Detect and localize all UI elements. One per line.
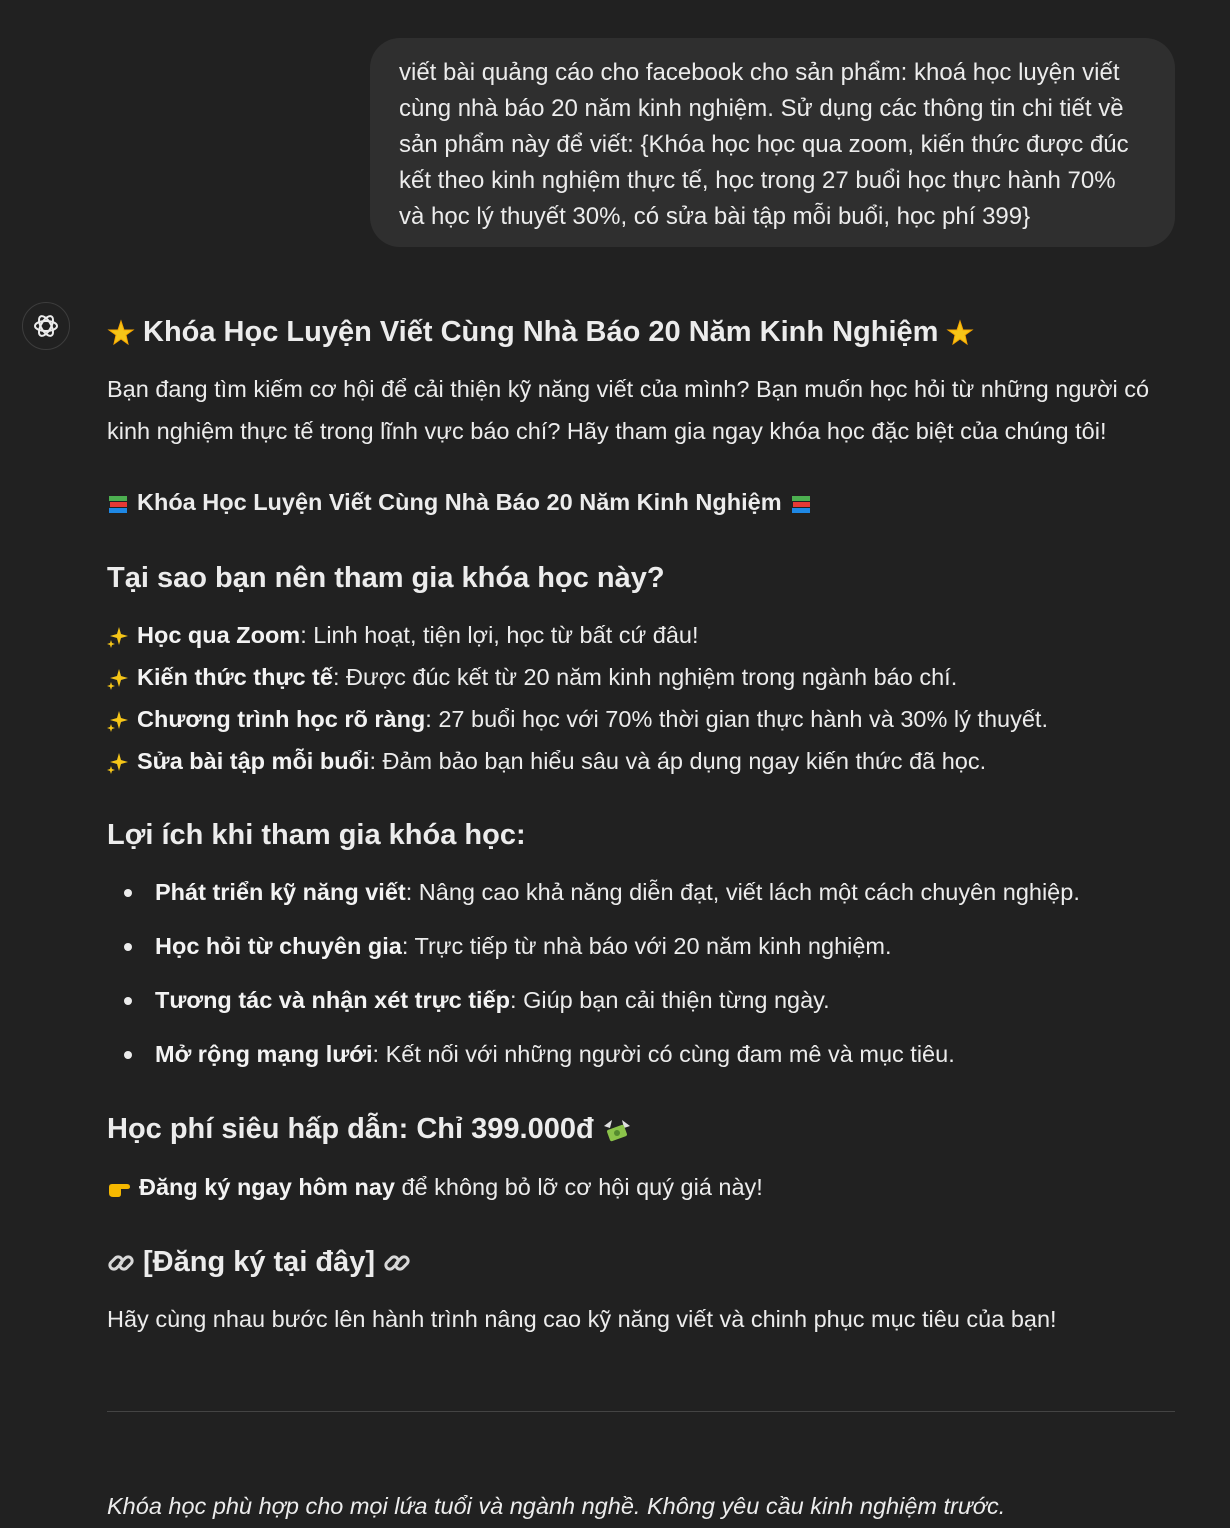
cta-row (107, 1171, 763, 1203)
why-item-text: : 27 buổi học với 70% thời gian thực hành và 30% lý thuyết. (425, 706, 1048, 732)
intro-paragraph: Bạn đang tìm kiếm cơ hội để cải thiện kỹ năng viết của mình? Bạn muốn học hỏi từ những người có kinh nghiệm thực tế trong lĩnh vực báo chí? Hãy tham gia ngay khóa học đặc biệt của chúng tôi! (107, 376, 1150, 444)
why-item-title: Kiến thức thực tế (137, 664, 333, 690)
benefit-item-title: Học hỏi từ chuyên gia (155, 933, 402, 959)
footnote: Khóa học phù hợp cho mọi lứa tuổi và ngành nghề. Không yêu cầu kinh nghiệm trước. (107, 1493, 1006, 1519)
benefit-item-text: : Nâng cao khả năng diễn đạt, viết lách một cách chuyên nghiệp. (405, 879, 1080, 905)
benefit-item-text: : Kết nối với những người có cùng đam mê và mục tiêu. (372, 1041, 955, 1067)
link-icon (383, 1249, 411, 1277)
list-bullet (124, 889, 132, 897)
why-item (107, 661, 957, 693)
why-item-text: : Linh hoạt, tiện lợi, học từ bất cứ đâu! (300, 622, 699, 648)
list-bullet (124, 1051, 132, 1059)
benefits-heading: Lợi ích khi tham gia khóa học: (107, 819, 526, 851)
why-item-title: Học qua Zoom (137, 622, 301, 648)
list-bullet (124, 943, 132, 951)
why-item-title: Chương trình học rõ ràng (137, 706, 426, 732)
benefit-item-title: Mở rộng mạng lưới (155, 1041, 373, 1067)
response-title: Khóa Học Luyện Viết Cùng Nhà Báo 20 Năm Kinh Nghiệm (143, 316, 939, 348)
why-item-title: Sửa bài tập mỗi buổi (137, 748, 370, 774)
benefit-item-text: : Trực tiếp từ nhà báo với 20 năm kinh nghiệm. (401, 933, 892, 959)
closing-paragraph: Hãy cùng nhau bước lên hành trình nâng cao kỹ năng viết và chinh phục mục tiêu của bạn! (107, 1306, 1057, 1332)
why-item-text: : Được đúc kết từ 20 năm kinh nghiệm trong ngành báo chí. (332, 664, 958, 690)
books-icon (790, 493, 812, 515)
why-item (107, 619, 699, 651)
benefit-item (155, 930, 892, 962)
sparkles-icon (107, 668, 129, 690)
user-message-bubble (370, 38, 1175, 247)
benefit-item (155, 984, 830, 1016)
subtitle-text: Khóa Học Luyện Viết Cùng Nhà Báo 20 Năm Kinh Nghiệm (137, 489, 782, 515)
price-heading: Học phí siêu hấp dẫn: Chỉ 399.000đ (107, 1113, 594, 1145)
glowing-star-icon (946, 319, 974, 347)
list-bullet (124, 997, 132, 1005)
benefit-item-text: : Giúp bạn cải thiện từng ngày. (510, 987, 830, 1013)
cta-text: để không bỏ lỡ cơ hội quý giá này! (394, 1174, 763, 1200)
sparkles-icon (107, 752, 129, 774)
why-item (107, 745, 986, 777)
sparkles-icon (107, 710, 129, 732)
money-with-wings-icon (602, 1116, 632, 1144)
pointing-right-icon (107, 1179, 131, 1199)
link-icon (107, 1249, 135, 1277)
why-heading: Tại sao bạn nên tham gia khóa học này? (107, 562, 665, 594)
books-icon (107, 493, 129, 515)
why-item (107, 703, 1048, 735)
glowing-star-icon (107, 319, 135, 347)
openai-logo-icon (32, 312, 60, 340)
why-item-text: : Đảm bảo bạn hiểu sâu và áp dụng ngay kiến thức đã học. (369, 748, 987, 774)
cta-bold: Đăng ký ngay hôm nay (139, 1174, 395, 1200)
benefit-item (155, 876, 1080, 908)
benefit-item (155, 1038, 955, 1070)
sparkles-icon (107, 626, 129, 648)
register-link[interactable]: [Đăng ký tại đây] (143, 1246, 376, 1278)
price-heading-row (107, 1109, 632, 1149)
user-message-text: viết bài quảng cáo cho facebook cho sản phẩm: khoá học luyện viết cùng nhà báo 20 năm kinh nghiệm. Sử dụng các thông tin chi tiết về sản phẩm này để viết: {Khóa học học qua zoom, kiến thức được đúc kết theo kinh nghiệm thực tế, học trong 27 buổi học thực hành 70% và học lý thuyết 30%, có sửa bài tập mỗi buổi, học phí 399} (399, 59, 1129, 230)
horizontal-divider (107, 1411, 1175, 1412)
assistant-avatar (22, 302, 70, 350)
benefit-item-title: Phát triển kỹ năng viết (155, 879, 406, 905)
register-heading-row[interactable] (107, 1242, 411, 1282)
response-title-row (107, 312, 974, 352)
subtitle-row (107, 486, 812, 518)
benefit-item-title: Tương tác và nhận xét trực tiếp (155, 987, 511, 1013)
